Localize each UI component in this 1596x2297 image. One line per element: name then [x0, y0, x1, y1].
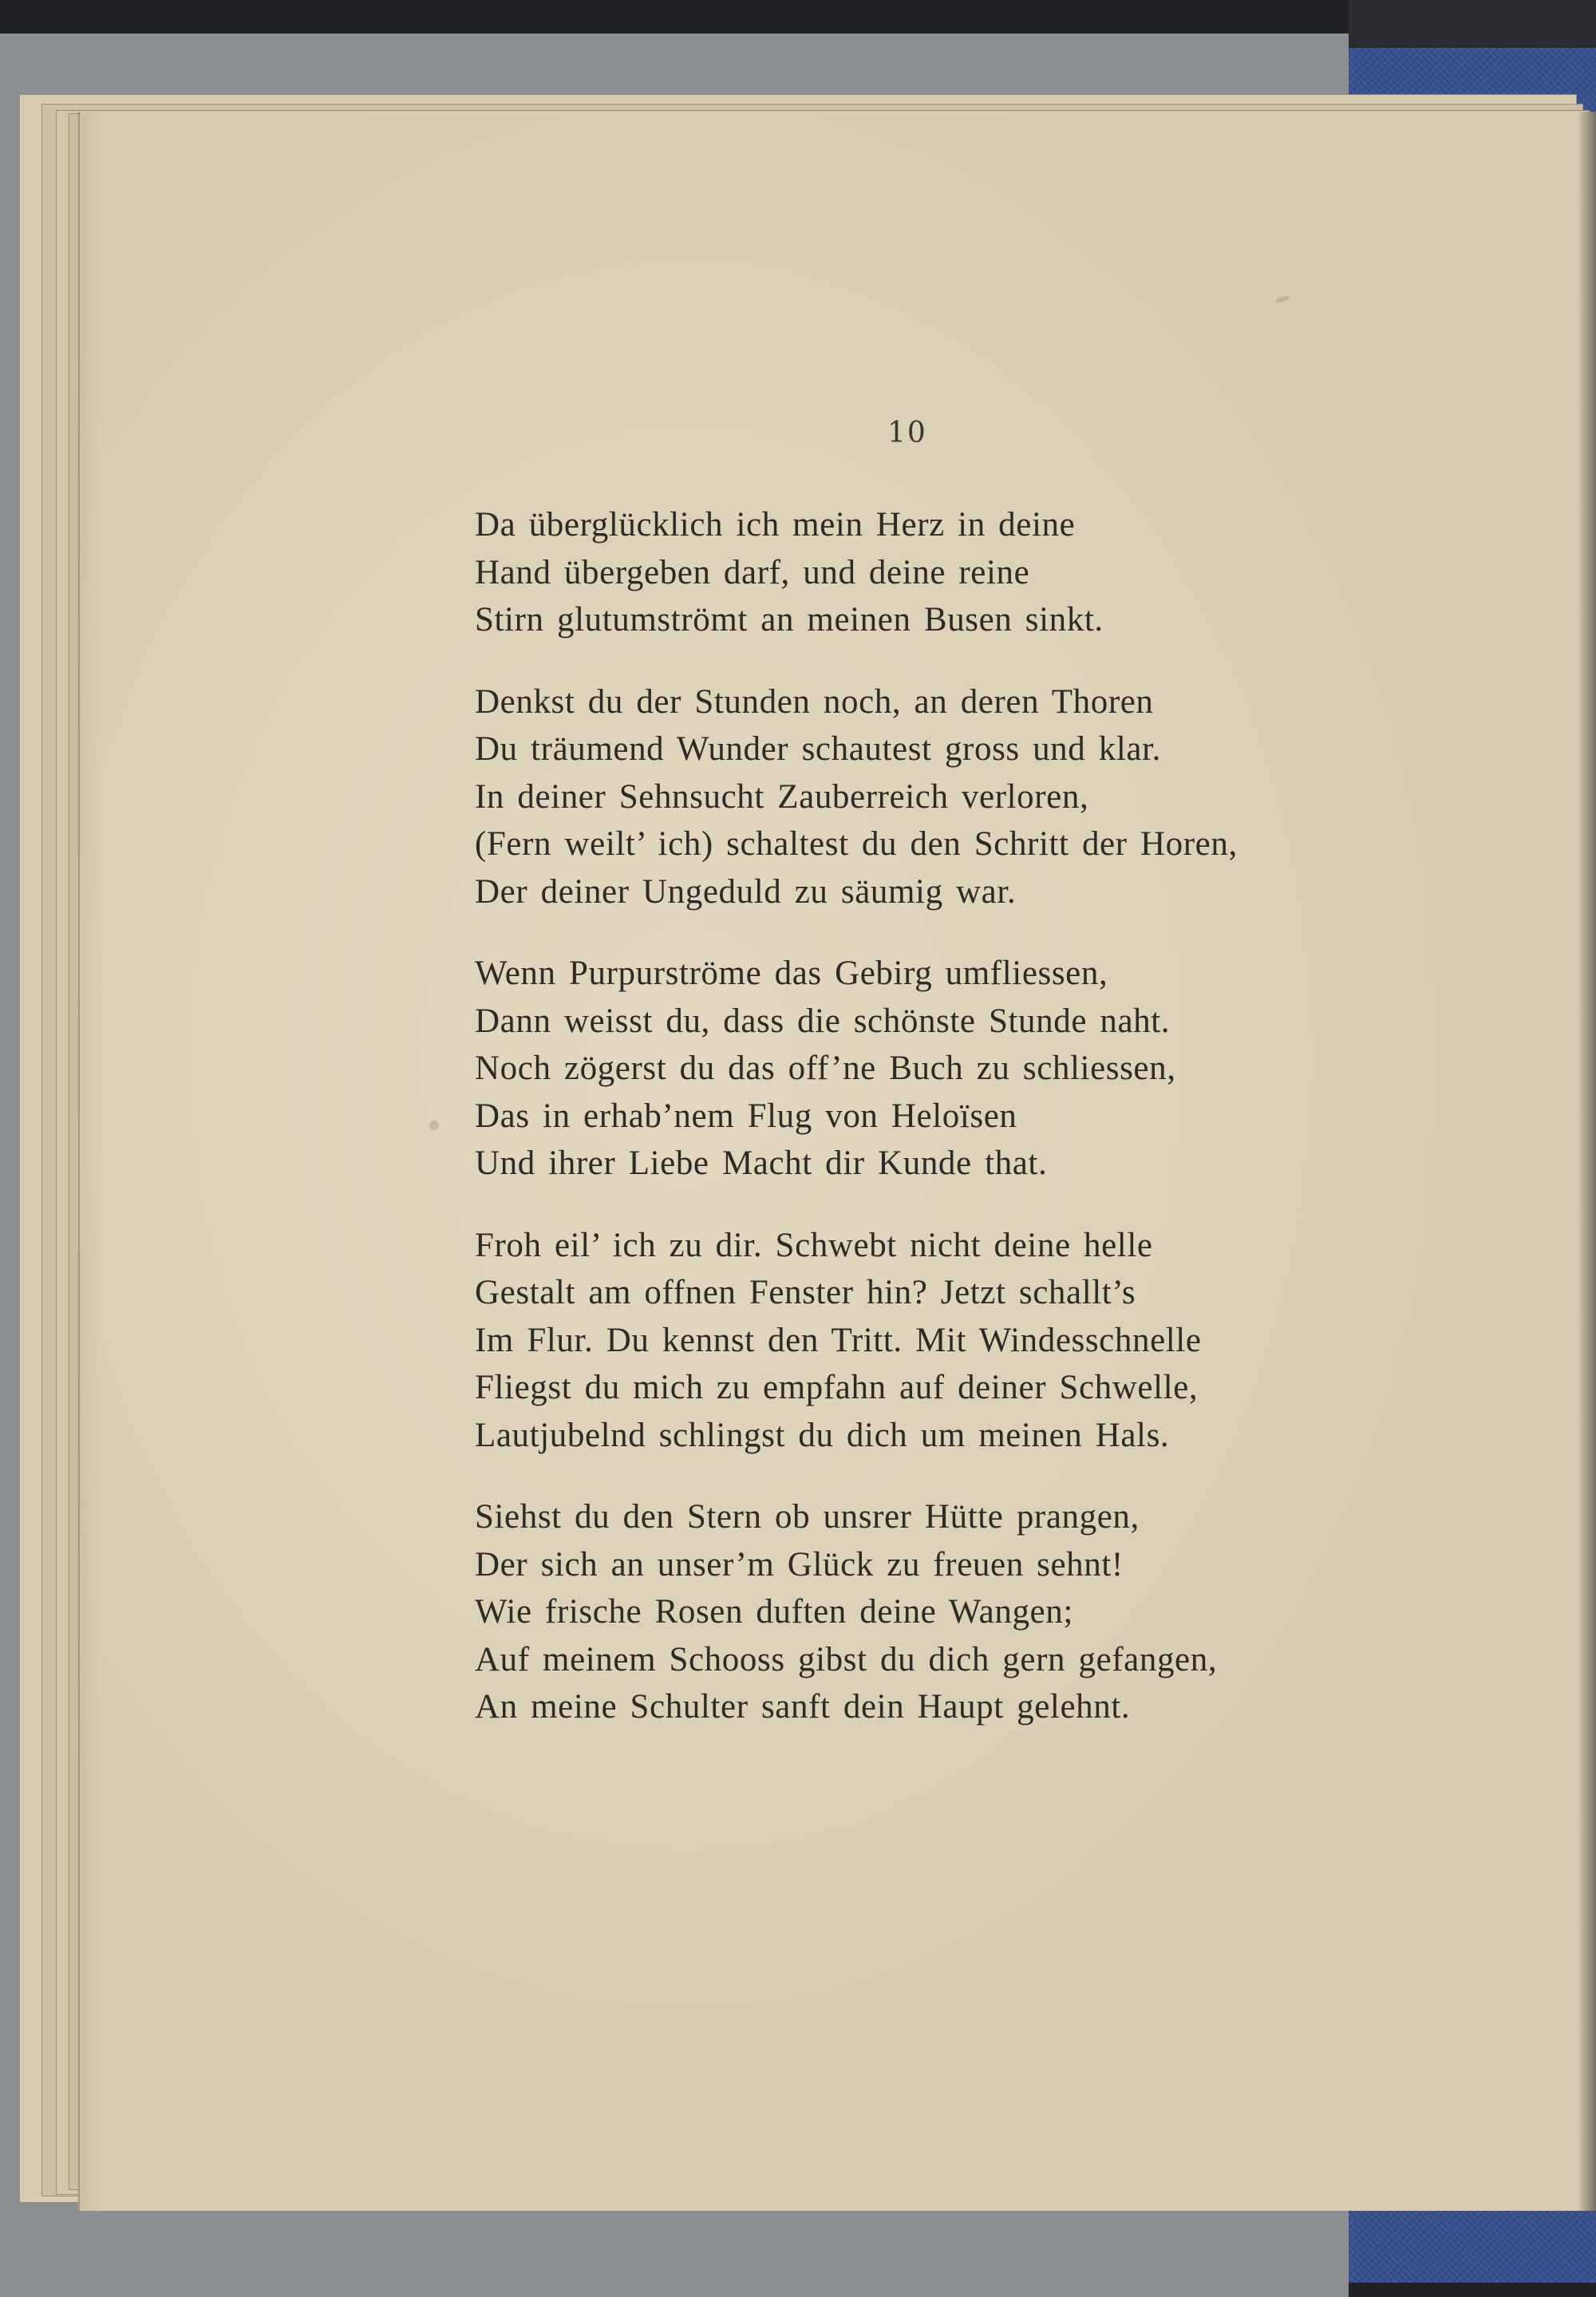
- poem-line: Dann weisst du, dass die schönste Stunde naht.: [475, 1002, 1171, 1040]
- poem-line: Stirn glutumströmt an meinen Busen sinkt.: [475, 601, 1104, 638]
- poem-line: Wenn Purpurströme das Gebirg umfliessen,: [475, 955, 1108, 992]
- poem-line: Der sich an unser’m Glück zu freuen sehnt!: [475, 1545, 1124, 1583]
- poem-line: Siehst du den Stern ob unsrer Hütte prangen,: [475, 1498, 1140, 1536]
- poem-line: Da überglücklich ich mein Herz in deine: [475, 506, 1076, 544]
- poem-line: Gestalt am offnen Fenster hin? Jetzt schallt’s: [475, 1274, 1136, 1311]
- poem-line: Das in erhab’nem Flug von Heloïsen: [475, 1097, 1017, 1135]
- poem-line: Lautjubelnd schlingst du dich um meinen Hals.: [475, 1416, 1170, 1454]
- poem-line: An meine Schulter sanft dein Haupt gelehnt.: [475, 1688, 1131, 1726]
- poem-line: Noch zögerst du das off’ne Buch zu schliessen,: [475, 1050, 1176, 1087]
- poem-line: (Fern weilt’ ich) schaltest du den Schritt der Horen,: [475, 825, 1238, 863]
- stanza-2: [475, 678, 1432, 916]
- poem-line: Im Flur. Du kennst den Tritt. Mit Windesschnelle: [475, 1321, 1202, 1359]
- page-number: 10: [887, 417, 927, 449]
- poem-line: Auf meinem Schooss gibst du dich gern gefangen,: [475, 1640, 1218, 1678]
- stanza-4: [475, 1222, 1432, 1460]
- gutter-shadow: [1577, 112, 1596, 2211]
- poem-line: Wie frische Rosen duften deine Wangen;: [475, 1593, 1073, 1631]
- poem-line: In deiner Sehnsucht Zauberreich verloren,: [475, 777, 1089, 816]
- paper-blemish: [429, 1121, 439, 1130]
- poem-line: Denkst du der Stunden noch, an deren Thoren: [475, 682, 1154, 721]
- stanza-3: [475, 950, 1432, 1188]
- poem-line: Du träumend Wunder schautest gross und klar.: [475, 730, 1161, 768]
- poem-line: Hand übergeben darf, und deine reine: [475, 553, 1030, 591]
- poem-line: Und ihrer Liebe Macht dir Kunde that.: [475, 1145, 1048, 1182]
- poem-line: Fliegst du mich zu empfahn auf deiner Schwelle,: [475, 1369, 1199, 1406]
- poem-line: Froh eil’ ich zu dir. Schwebt nicht deine helle: [475, 1226, 1153, 1264]
- poem-line: Der deiner Ungeduld zu säumig war.: [475, 872, 1017, 911]
- stanza-5: [475, 1493, 1432, 1731]
- stanza-1: [475, 501, 1432, 644]
- poem-text: [475, 501, 1432, 1765]
